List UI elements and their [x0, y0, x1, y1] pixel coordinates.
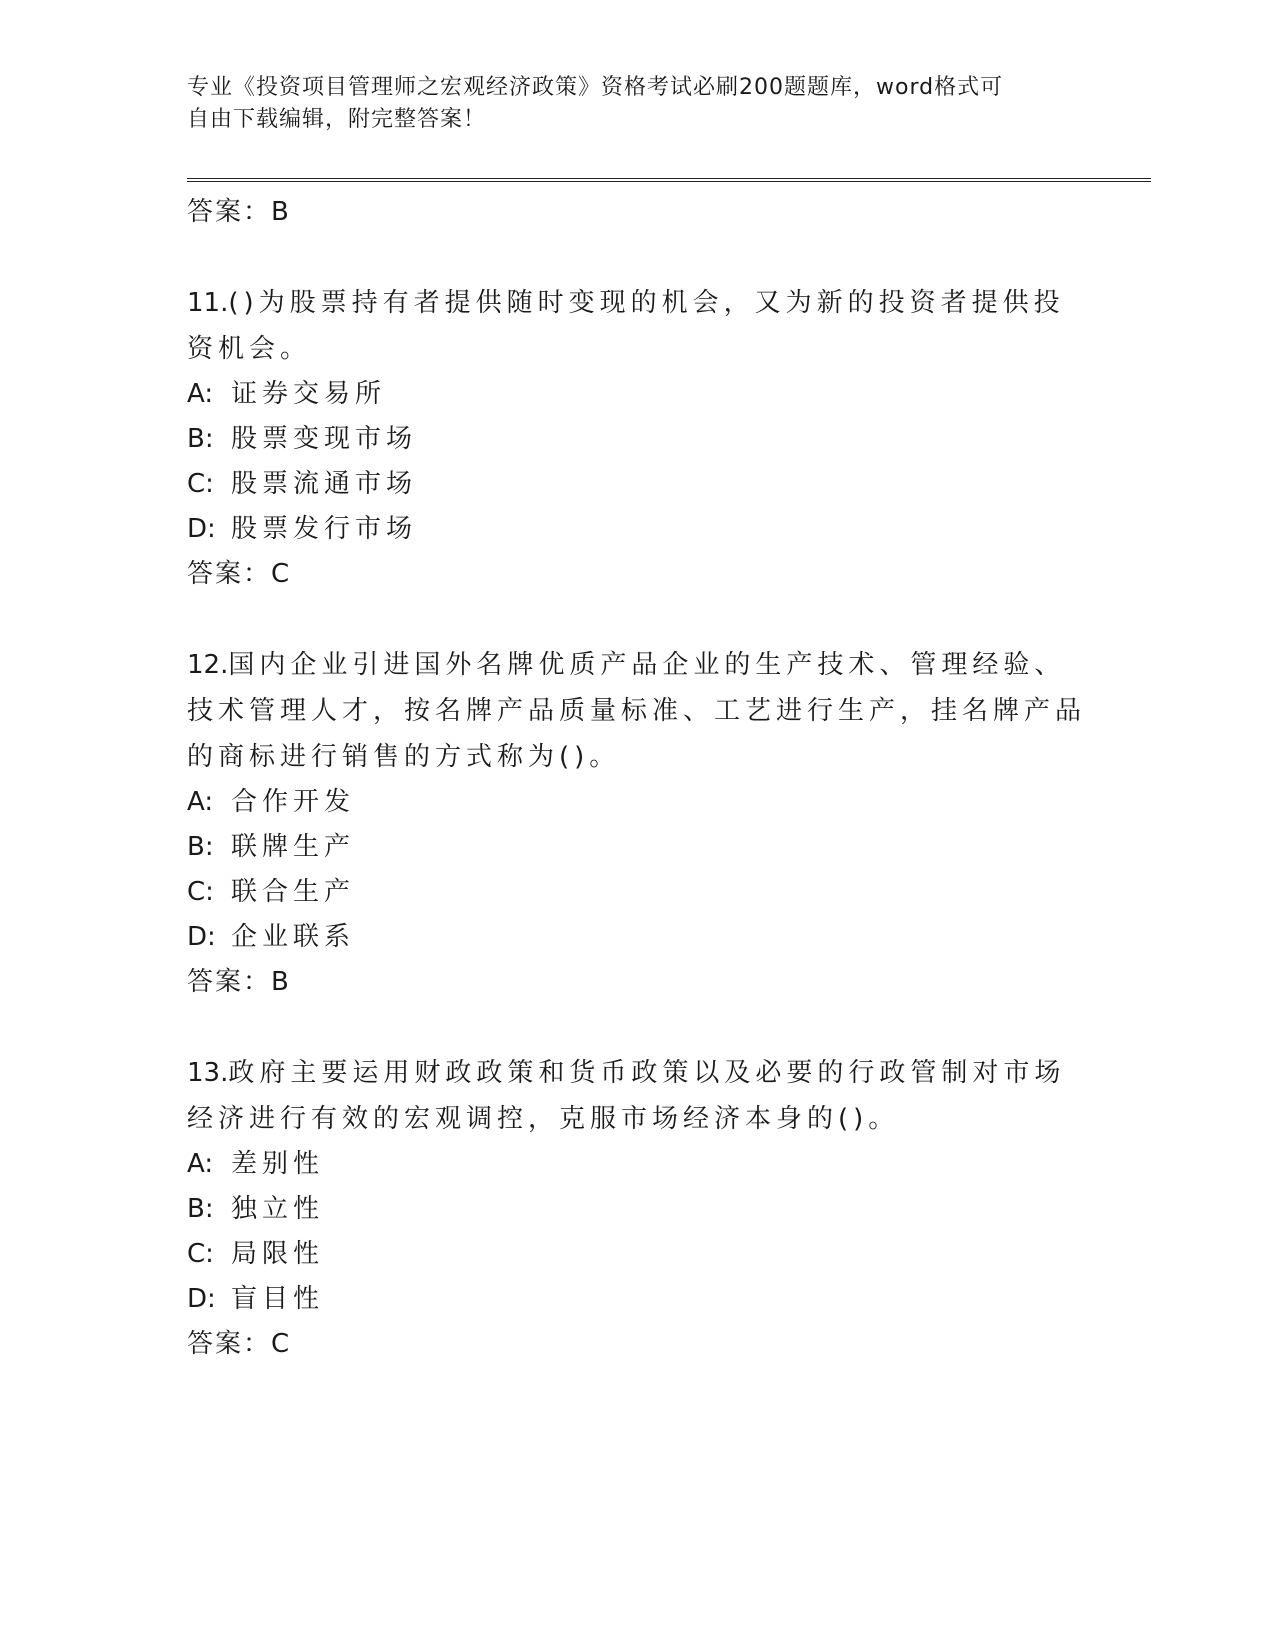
option-b: [187, 825, 1087, 870]
answer-value: B: [271, 967, 290, 997]
option-a: [187, 372, 1087, 417]
option-text: 股票发行市场: [231, 514, 418, 544]
answer-value: C: [271, 559, 291, 589]
option-text: 局限性: [231, 1239, 325, 1269]
option-text: 联牌生产: [231, 832, 356, 862]
option-a: [187, 780, 1087, 825]
question-text: 政府主要运用财政政策和货币政策以及必要的行政管制对市场经济进行有效的宏观调控，克服市场经济本身的()。: [187, 1058, 1066, 1134]
answer-value: C: [271, 1329, 291, 1359]
option-key: A:: [187, 379, 214, 409]
option-key: D:: [187, 514, 216, 544]
question-13: [187, 1050, 1087, 1366]
option-key: C:: [187, 877, 214, 907]
option-d: [187, 1277, 1087, 1322]
page-header: [187, 72, 1067, 136]
answer-label: 答案：: [187, 197, 272, 227]
question-stem: [187, 280, 1087, 372]
answer-label: 答案：: [187, 1329, 272, 1359]
answer: [187, 960, 1087, 1004]
option-c: [187, 1232, 1087, 1277]
option-b: [187, 1187, 1087, 1232]
question-text: ()为股票持有者提供随时变现的机会，又为新的投资者提供投资机会。: [187, 288, 1065, 364]
question-stem: [187, 642, 1087, 780]
option-key: B:: [187, 424, 214, 454]
option-text: 盲目性: [231, 1284, 325, 1314]
option-key: D:: [187, 1284, 216, 1314]
option-a: [187, 1142, 1087, 1187]
option-text: 企业联系: [231, 922, 356, 952]
option-c: [187, 870, 1087, 915]
question-text: 国内企业引进国外名牌优质产品企业的生产技术、管理经验、技术管理人才，按名牌产品质量标准、工艺进行生产，挂名牌产品的商标进行销售的方式称为()。: [187, 650, 1087, 772]
option-b: [187, 417, 1087, 462]
question-number: 12.: [187, 650, 229, 680]
option-key: B:: [187, 1194, 214, 1224]
option-key: A:: [187, 1149, 214, 1179]
option-text: 股票变现市场: [231, 424, 418, 454]
answer: [187, 1322, 1087, 1366]
option-key: A:: [187, 787, 214, 817]
answer: [187, 552, 1087, 596]
option-key: B:: [187, 832, 214, 862]
question-stem: [187, 1050, 1087, 1142]
option-text: 合作开发: [231, 787, 356, 817]
answer-label: 答案：: [187, 967, 272, 997]
answer-value: B: [271, 197, 290, 227]
previous-answer: [187, 190, 1087, 234]
header-line-2: 自由下载编辑，附完整答案！: [187, 107, 487, 132]
answer-label: 答案：: [187, 559, 272, 589]
document-body: [187, 190, 1087, 1366]
option-d: [187, 507, 1087, 552]
option-key: C:: [187, 1239, 214, 1269]
option-key: D:: [187, 922, 216, 952]
question-number: 11.: [187, 288, 229, 318]
option-text: 联合生产: [231, 877, 356, 907]
header-divider: [187, 178, 1151, 182]
question-11: [187, 280, 1087, 596]
question-12: [187, 642, 1087, 1004]
header-line-1: 专业《投资项目管理师之宏观经济政策》资格考试必刷200题题库，word格式可: [187, 75, 1004, 100]
question-number: 13.: [187, 1058, 229, 1088]
option-c: [187, 462, 1087, 507]
option-key: C:: [187, 469, 214, 499]
option-text: 独立性: [231, 1194, 325, 1224]
option-text: 股票流通市场: [231, 469, 418, 499]
option-text: 证券交易所: [231, 379, 387, 409]
option-d: [187, 915, 1087, 960]
option-text: 差别性: [231, 1149, 325, 1179]
